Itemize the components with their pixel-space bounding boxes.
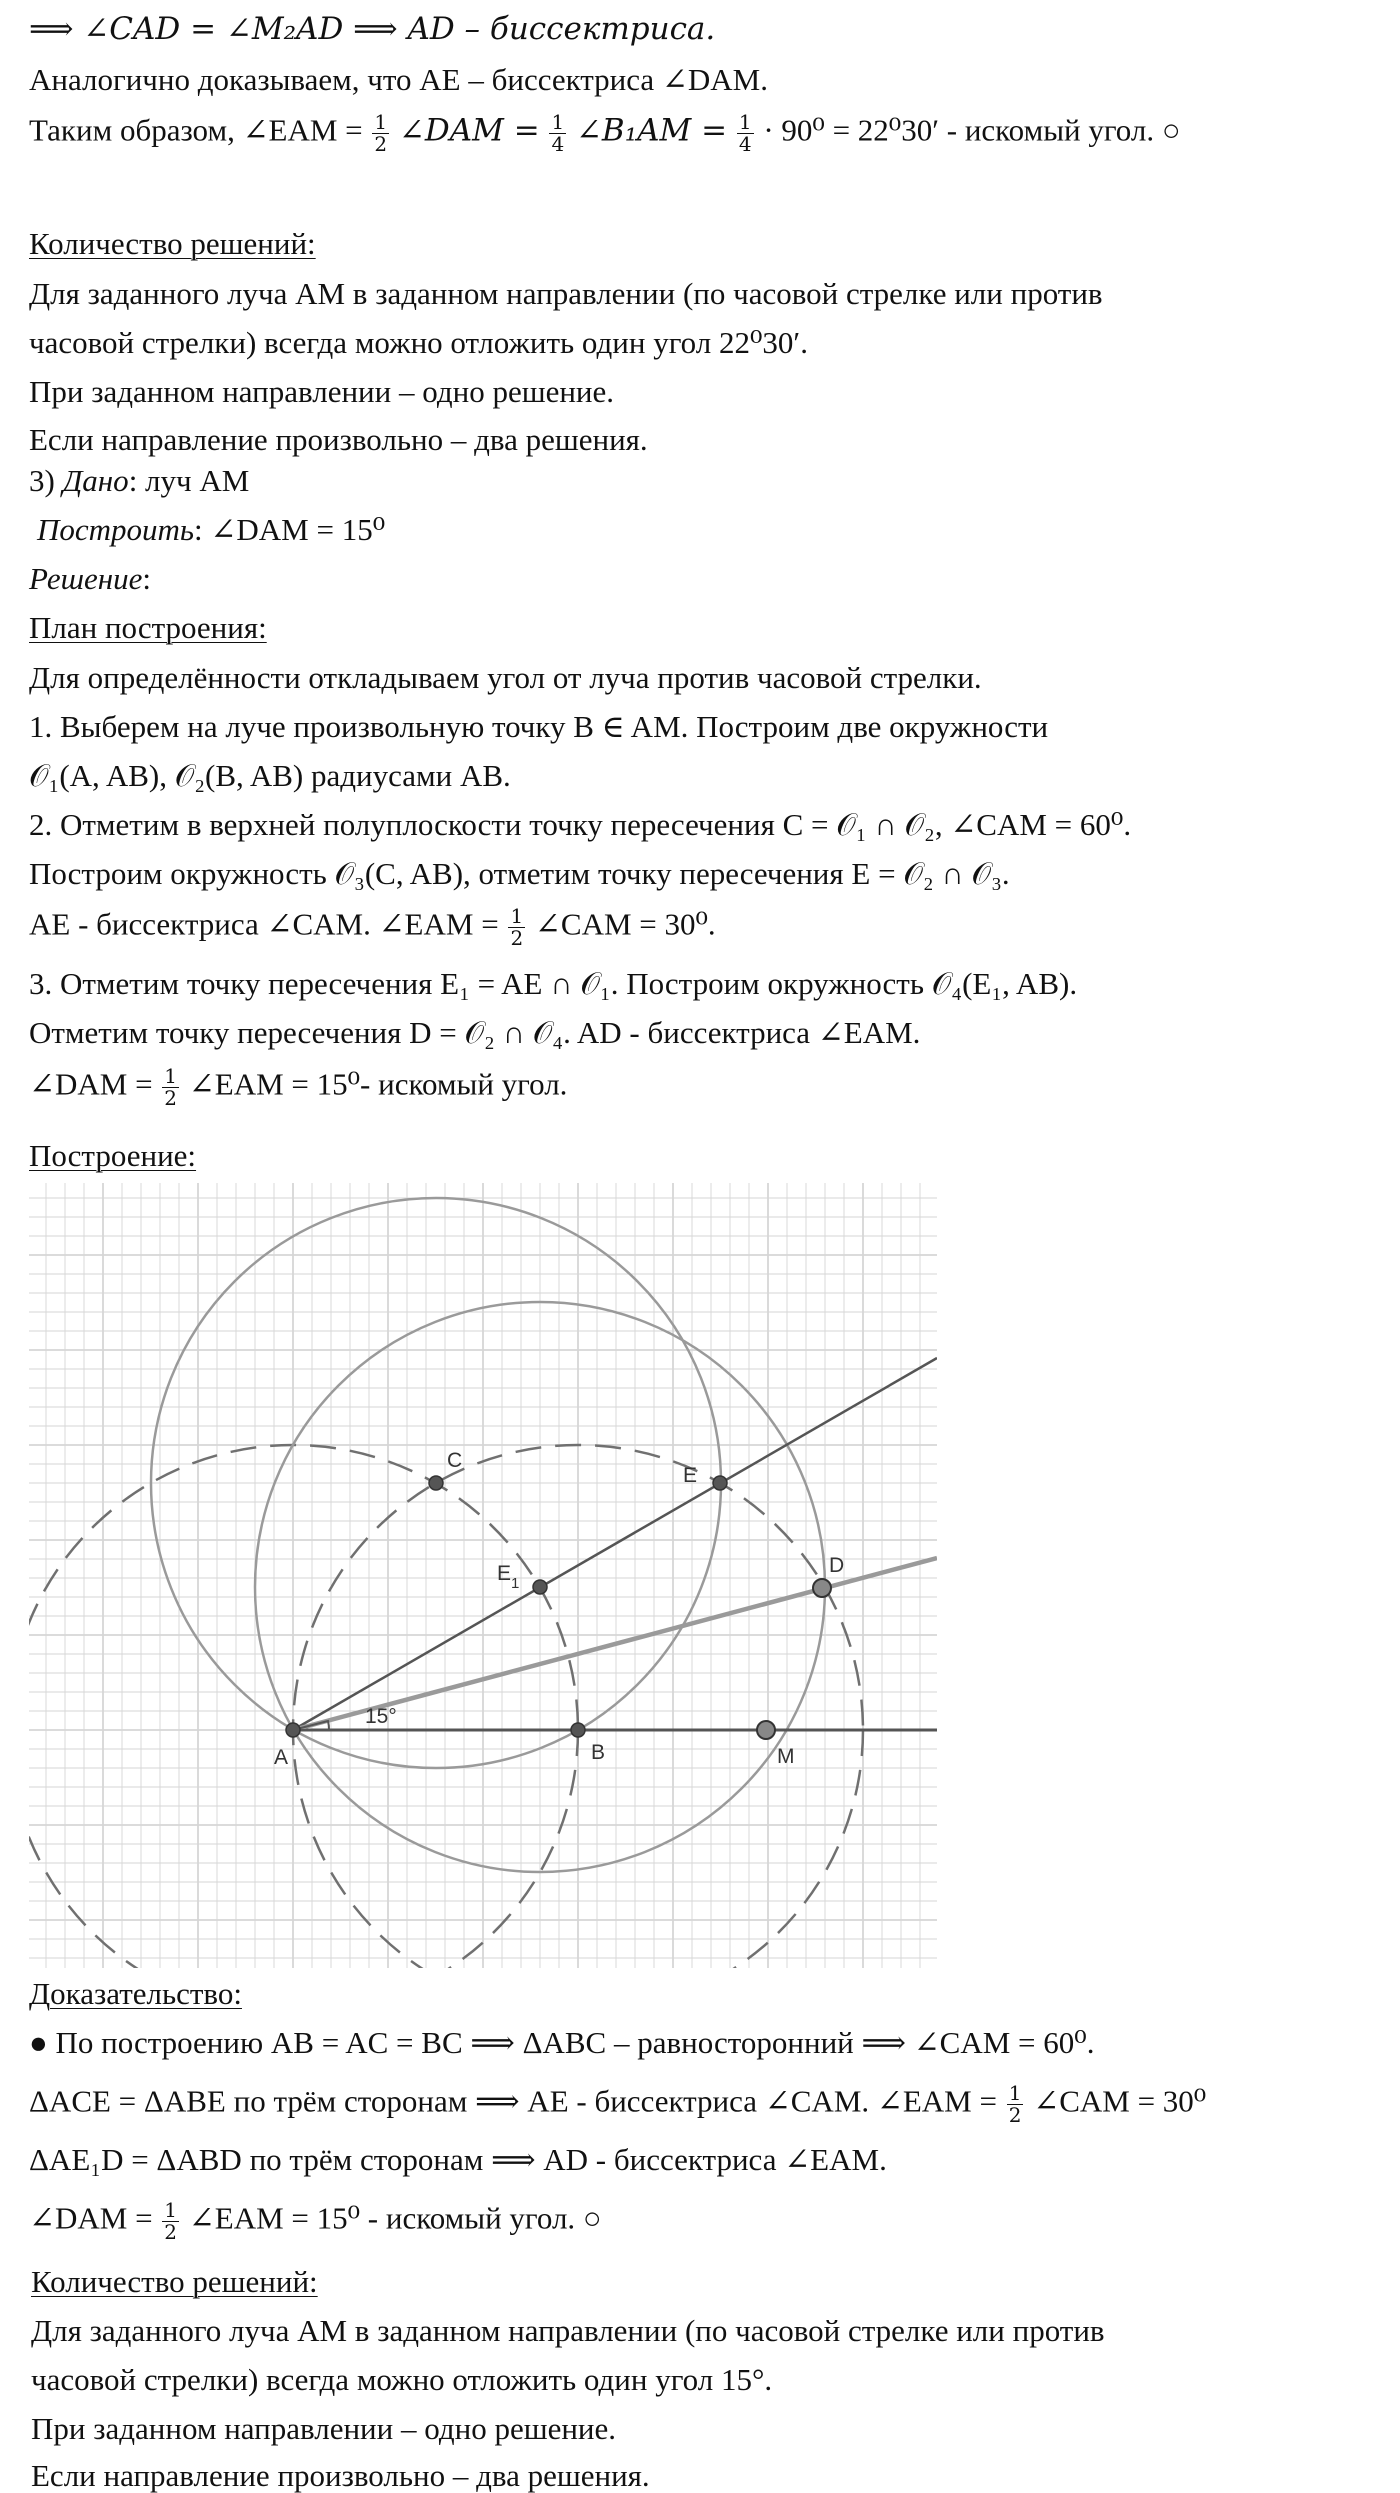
text-line: Если направление произвольно – два решения. bbox=[29, 422, 648, 457]
text-line: ● По построению AB = AC = BC ⟹ ΔABC – равносторонний ⟹ ∠CAM = 60⁰. bbox=[29, 2025, 1095, 2060]
given-text: : луч AM bbox=[128, 463, 250, 498]
construction-figure bbox=[29, 1183, 937, 1968]
text-line: 3. Отметим точку пересечения E₁ = AE ∩ 𝒪₁. Построим окружность 𝒪₄(E₁, AB). bbox=[29, 966, 1078, 1001]
fraction-denominator: 2 bbox=[510, 926, 524, 950]
label-e1-sub: 1 bbox=[511, 1575, 520, 1592]
fraction-denominator: 4 bbox=[738, 132, 752, 156]
build-text: : ∠DAM = 15⁰ bbox=[194, 512, 386, 547]
given-word: Дано bbox=[62, 463, 129, 498]
text-line bbox=[29, 2200, 602, 2243]
text-line: ΔAE₁D = ΔABD по трём сторонам ⟹ AD - биссектриса ∠EAM. bbox=[29, 2142, 887, 2177]
fraction-denominator: 4 bbox=[551, 132, 565, 156]
construction-svg bbox=[29, 1183, 937, 1968]
fraction-half bbox=[508, 906, 525, 949]
text-fragment: ∠DAM = bbox=[29, 2200, 153, 2236]
label-e1-base: E bbox=[497, 1562, 512, 1585]
point-c bbox=[429, 1476, 443, 1490]
fraction-numerator: 1 bbox=[1008, 2081, 1022, 2105]
solution-word: Решение bbox=[29, 561, 143, 596]
text-line: При заданном направлении – одно решение. bbox=[31, 2411, 617, 2446]
text-line-1: ⟹ ∠CAD = ∠M₂AD ⟹ AD – биссектриса. bbox=[29, 11, 716, 47]
fraction-numerator: 1 bbox=[510, 904, 524, 928]
text-line bbox=[29, 906, 716, 949]
fraction-denominator: 2 bbox=[164, 1086, 178, 1110]
point-a bbox=[286, 1723, 300, 1737]
text-line bbox=[29, 2083, 1206, 2126]
fraction-quarter bbox=[549, 112, 566, 155]
circle-o1 bbox=[29, 1445, 578, 1968]
section-title-count-1: Количество решений: bbox=[29, 226, 316, 261]
fraction-quarter bbox=[737, 112, 754, 155]
section-title-proof: Доказательство: bbox=[29, 1976, 242, 2011]
solution-line bbox=[29, 563, 151, 594]
text-line: 2. Отметим в верхней полуплоскости точку пересечения C = 𝒪₁ ∩ 𝒪₂, ∠CAM = 60⁰. bbox=[29, 807, 1132, 842]
circles bbox=[29, 1198, 863, 1968]
fraction-numerator: 1 bbox=[164, 2198, 178, 2222]
point-d bbox=[813, 1579, 831, 1597]
problem-number: 3) bbox=[29, 463, 55, 498]
label-e1 bbox=[497, 1562, 519, 1592]
point-e1 bbox=[533, 1580, 547, 1594]
fraction-half bbox=[1007, 2083, 1024, 2126]
text-fragment: AE - биссектриса ∠CAM. ∠EAM = bbox=[29, 906, 499, 942]
fraction-half bbox=[372, 112, 389, 155]
point-b bbox=[571, 1723, 585, 1737]
text-line: Для заданного луча AM в заданном направлении (по часовой стрелке или против bbox=[29, 276, 1103, 311]
text-fragment: · 90⁰ = 22⁰30′ - искомый угол. ○ bbox=[763, 112, 1181, 148]
text-line-2: Аналогично доказываем, что AE – биссектриса ∠DAM. bbox=[29, 62, 768, 97]
fraction-half bbox=[162, 1066, 179, 1109]
fraction-half bbox=[162, 2200, 179, 2243]
angle-label: 15° bbox=[365, 1705, 397, 1728]
text-line: часовой стрелки) всегда можно отложить один угол 15°. bbox=[31, 2362, 773, 2397]
text-line-3 bbox=[29, 112, 1181, 155]
text-line: 𝒪₁(A, AB), 𝒪₂(B, AB) радиусами AB. bbox=[29, 758, 511, 793]
text-line bbox=[29, 1066, 567, 1109]
text-line: 1. Выберем на луче произвольную точку B ∈ AM. Построим две окружности bbox=[29, 709, 1049, 744]
fraction-denominator: 2 bbox=[1008, 2103, 1022, 2127]
text-line: Если направление произвольно – два решения. bbox=[31, 2458, 650, 2493]
section-title-plan: План построения: bbox=[29, 610, 267, 645]
label-b: B bbox=[591, 1741, 606, 1764]
fraction-numerator: 1 bbox=[374, 110, 388, 134]
point-e bbox=[713, 1476, 727, 1490]
given-line bbox=[29, 465, 249, 496]
text-line: Построим окружность 𝒪₃(C, AB), отметим точку пересечения E = 𝒪₂ ∩ 𝒪₃. bbox=[29, 856, 1010, 891]
text-fragment: ∠EAM = 15⁰- искомый угол. bbox=[188, 1066, 568, 1102]
ray-ae bbox=[293, 1358, 937, 1730]
text-line: Отметим точку пересечения D = 𝒪₂ ∩ 𝒪₄. AD - биссектриса ∠EAM. bbox=[29, 1015, 921, 1050]
text-fragment: ∠CAM = 30⁰. bbox=[534, 906, 716, 942]
section-title-construction: Построение: bbox=[29, 1138, 197, 1173]
text-fragment: ∠EAM = 15⁰ - искомый угол. ○ bbox=[188, 2200, 602, 2236]
build-line bbox=[37, 514, 385, 545]
label-d: D bbox=[829, 1554, 845, 1577]
text-fragment: ΔACE = ΔABE по трём сторонам ⟹ AE - биссектриса ∠CAM. ∠EAM = bbox=[29, 2083, 997, 2119]
text-fragment: Таким образом, ∠EAM = bbox=[29, 112, 363, 148]
fraction-numerator: 1 bbox=[164, 1064, 178, 1088]
label-a: A bbox=[274, 1746, 289, 1769]
fraction-denominator: 2 bbox=[374, 132, 388, 156]
text-line: часовой стрелки) всегда можно отложить один угол 22⁰30′. bbox=[29, 325, 808, 360]
fraction-denominator: 2 bbox=[164, 2220, 178, 2244]
text-fragment: ∠DAM = bbox=[398, 112, 540, 149]
label-m: M bbox=[777, 1745, 795, 1768]
solution-colon: : bbox=[142, 561, 151, 596]
text-fragment: ∠DAM = bbox=[29, 1066, 153, 1102]
text-line: Для определённости откладываем угол от луча против часовой стрелки. bbox=[29, 660, 982, 695]
point-m bbox=[757, 1721, 775, 1739]
text-fragment: ∠CAM = 30⁰ bbox=[1033, 2083, 1207, 2119]
section-title-count-2: Количество решений: bbox=[31, 2264, 318, 2299]
label-c: C bbox=[447, 1449, 463, 1472]
label-e: E bbox=[683, 1464, 698, 1487]
text-fragment: ∠B₁AM = bbox=[575, 112, 728, 149]
fraction-numerator: 1 bbox=[738, 110, 752, 134]
fraction-numerator: 1 bbox=[551, 110, 565, 134]
text-line: При заданном направлении – одно решение. bbox=[29, 374, 615, 409]
build-word: Построить bbox=[37, 512, 195, 547]
text-line: Для заданного луча AM в заданном направлении (по часовой стрелке или против bbox=[31, 2313, 1105, 2348]
